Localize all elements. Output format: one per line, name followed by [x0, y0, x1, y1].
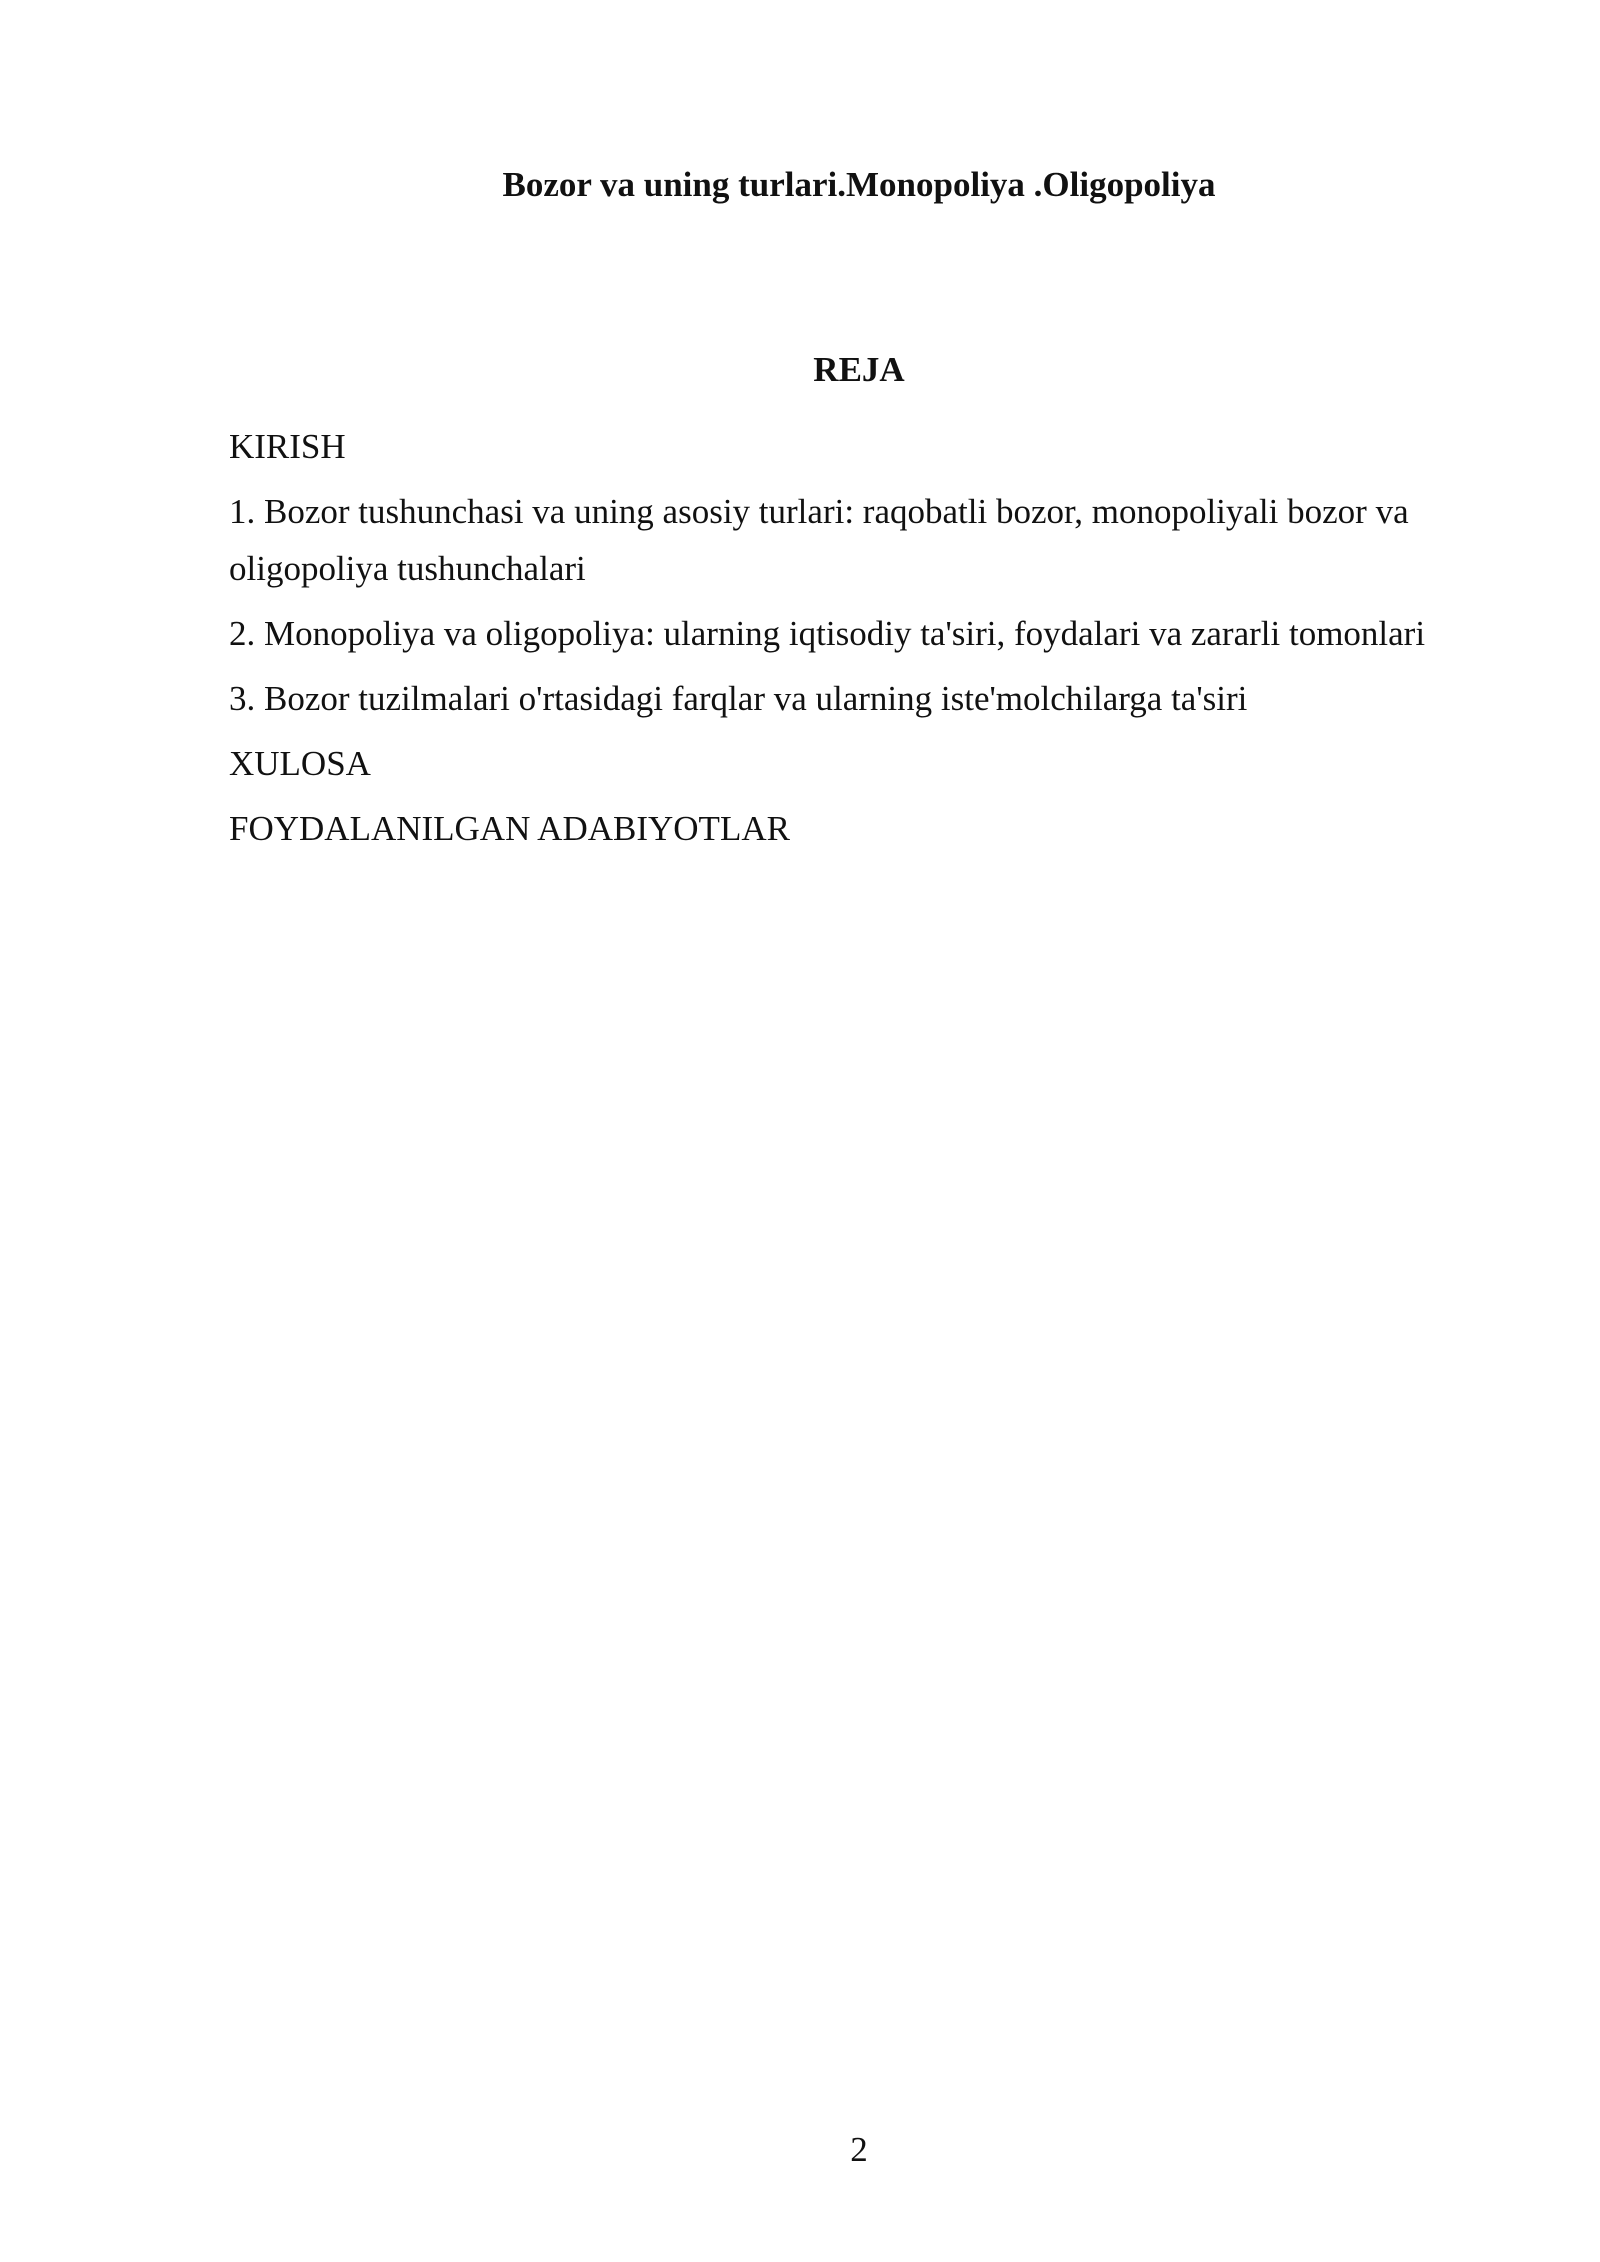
plan-heading: REJA: [813, 350, 905, 389]
plan-item-conclusion: XULOSA: [229, 744, 371, 783]
document-title: Bozor va uning turlari.Monopoliya .Oligopoliya: [502, 165, 1216, 204]
plan-item-2: 2. Monopoliya va oligopoliya: ularning iqtisodiy ta'siri, foydalari va zararli tomonlari: [229, 614, 1426, 653]
plan-list: [229, 418, 1469, 865]
plan-item-references: FOYDALANILGAN ADABIYOTLAR: [229, 809, 790, 848]
page-number: 2: [850, 2130, 868, 2169]
plan-item-1: 1. Bozor tushunchasi va uning asosiy turlari: raqobatli bozor, monopoliyali bozor va oligopoliya tushunchalari: [229, 492, 1409, 588]
plan-item-introduction: KIRISH: [229, 427, 346, 466]
plan-item-3: 3. Bozor tuzilmalari o'rtasidagi farqlar va ularning iste'molchilarga ta'siri: [229, 679, 1248, 718]
